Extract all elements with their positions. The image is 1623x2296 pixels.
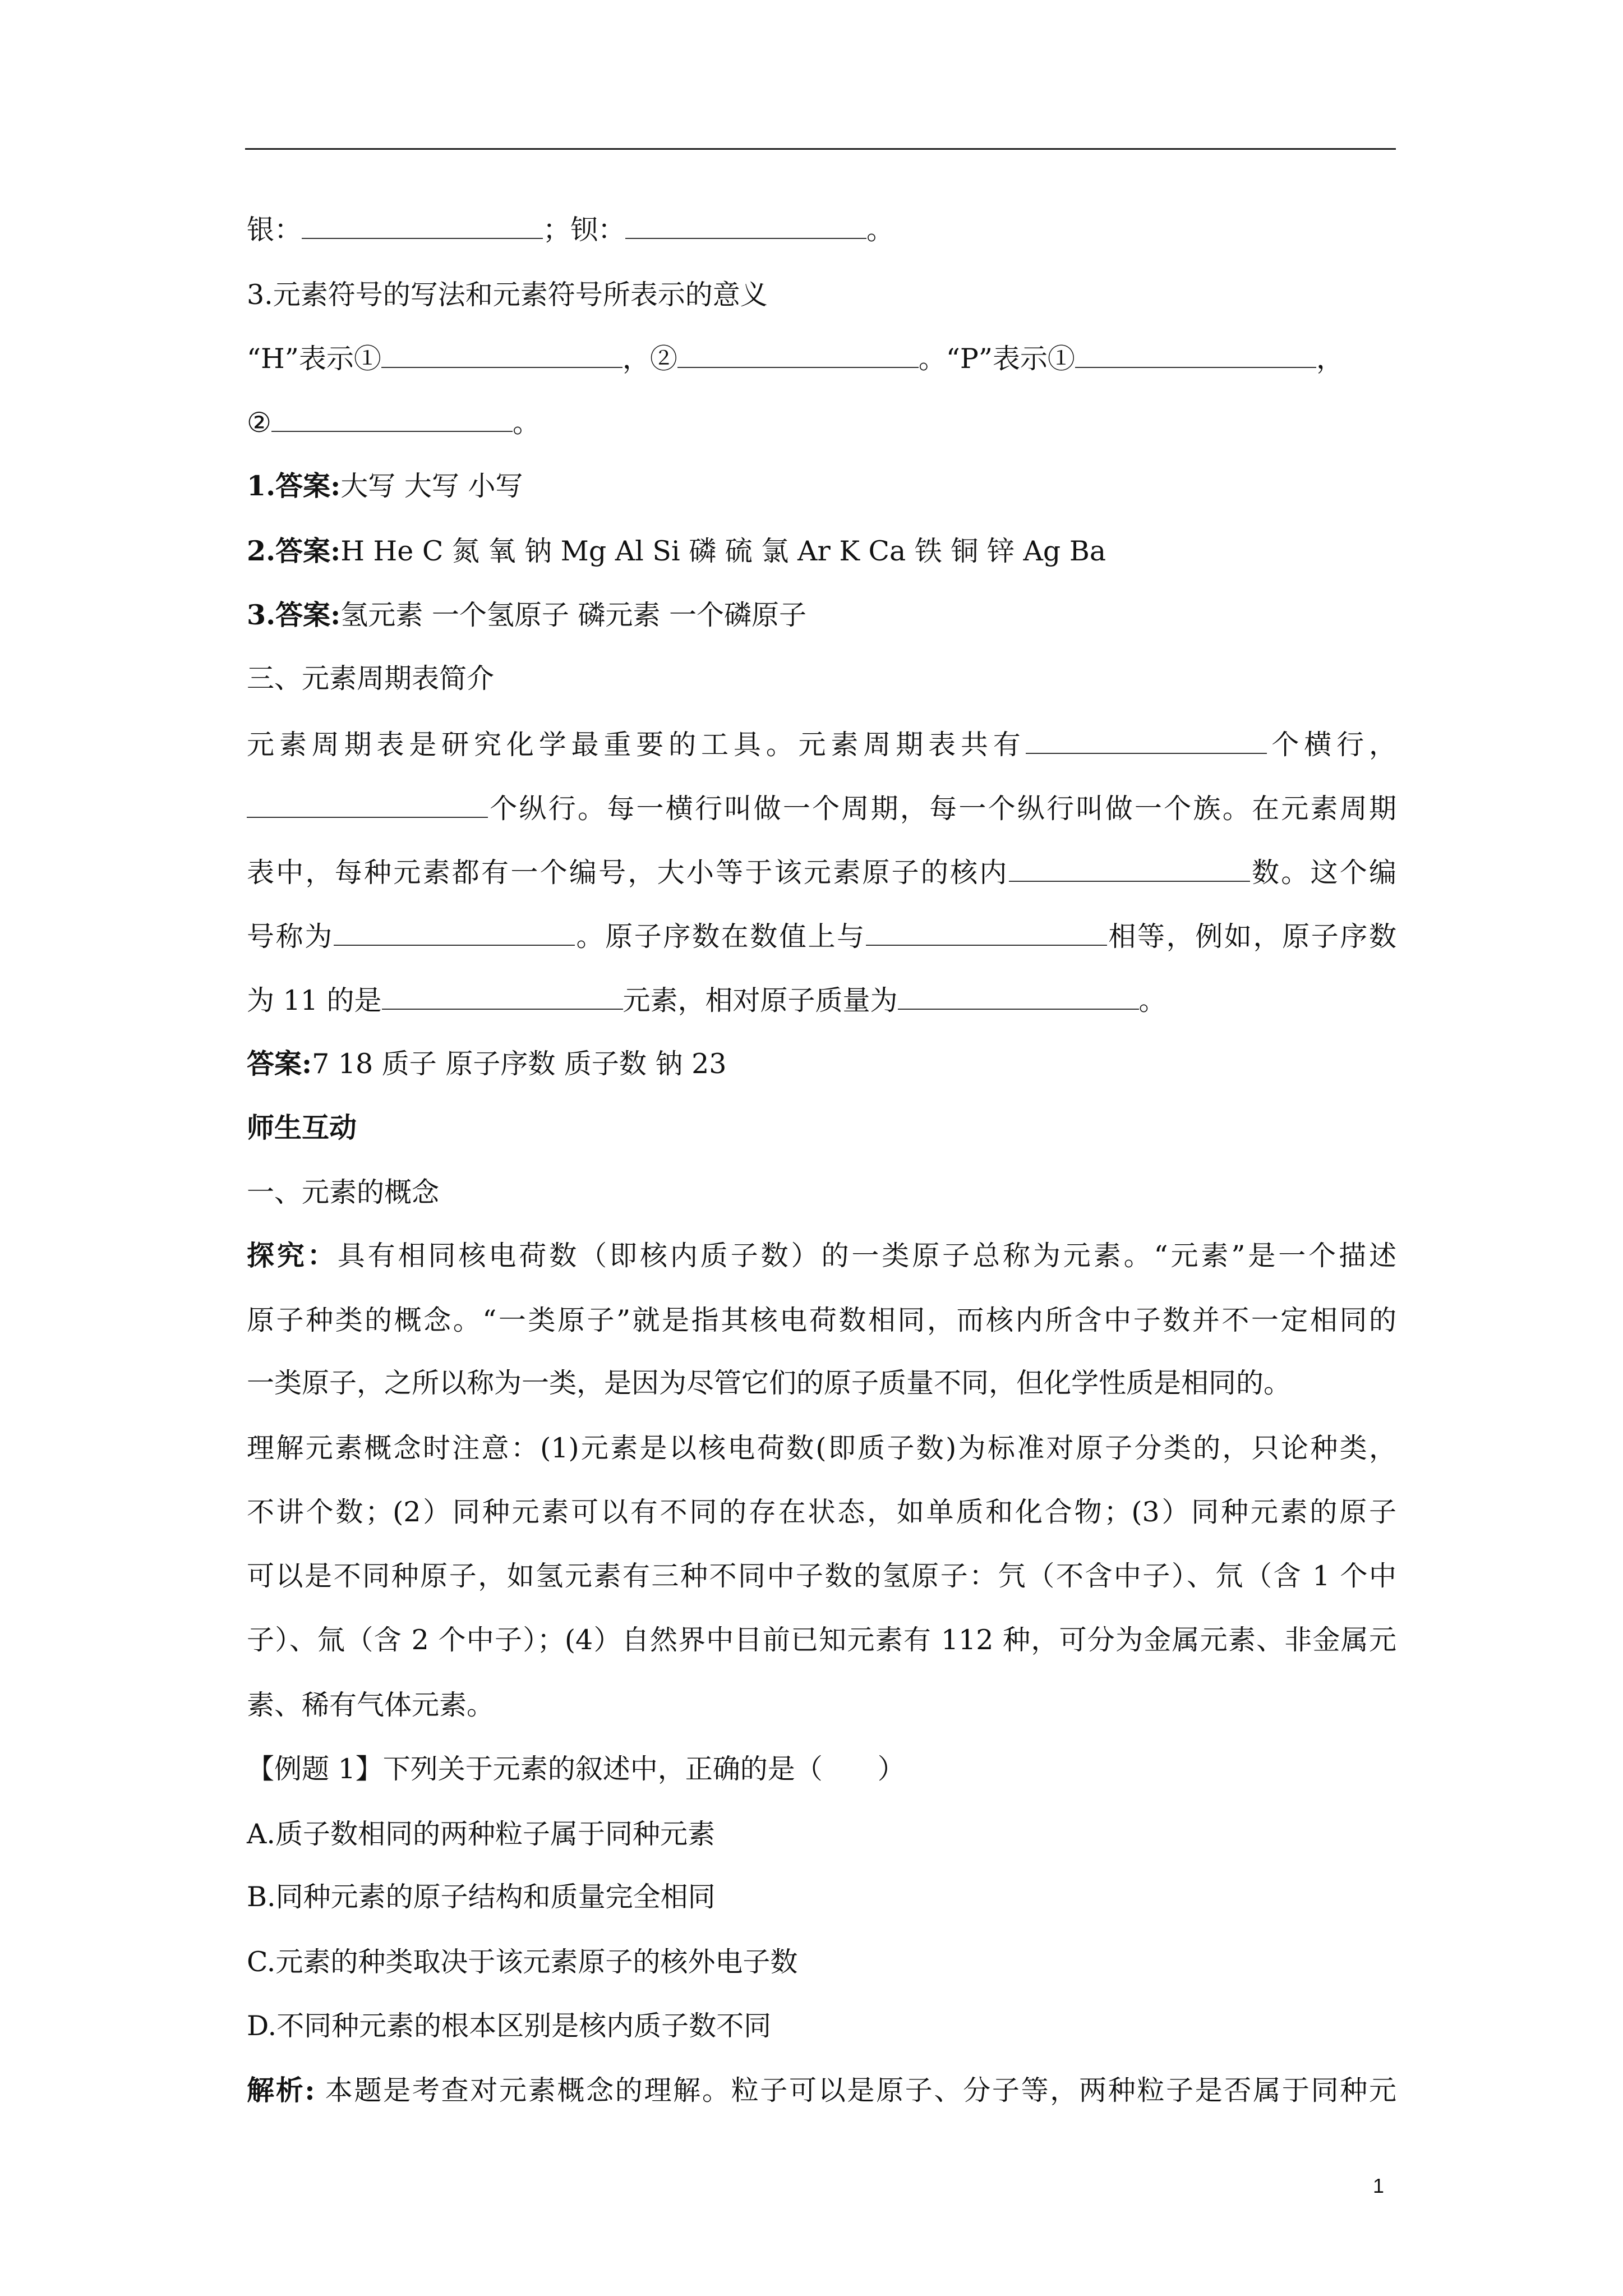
text-run: ② bbox=[247, 407, 271, 439]
text-line-periodic-5 bbox=[247, 983, 1166, 1018]
text-run: 。 bbox=[866, 214, 895, 246]
text-run: 。原子序数在数值上与 bbox=[574, 921, 866, 953]
text-run: 银： bbox=[247, 214, 302, 246]
bold-label: 3.答案: bbox=[247, 599, 341, 631]
text-run: 数。这个编 bbox=[1249, 857, 1396, 889]
text-line-option-c bbox=[247, 1945, 797, 1979]
text-line-concept-title bbox=[247, 1176, 439, 1209]
text-run: 3.元素符号的写法和元素符号所表示的意义 bbox=[247, 279, 768, 311]
text-line-h-p-meaning-2 bbox=[247, 405, 540, 440]
text-line-explore-3 bbox=[247, 1366, 1291, 1400]
text-run: 一类原子，之所以称为一类，是因为尽管它们的原子质量不同，但化学性质是相同的。 bbox=[247, 1367, 1292, 1399]
text-run: 。“P”表示① bbox=[918, 343, 1075, 375]
fill-in-blank bbox=[271, 405, 513, 432]
header-rule bbox=[245, 148, 1396, 150]
fill-in-blank bbox=[1075, 341, 1316, 368]
text-run: 号称为 bbox=[247, 921, 334, 953]
text-line-periodic-3 bbox=[247, 855, 1396, 890]
text-line-explore-1 bbox=[247, 1239, 1396, 1273]
text-line-periodic-4 bbox=[247, 919, 1396, 954]
text-line-option-a bbox=[247, 1818, 715, 1851]
text-line-answer-3 bbox=[247, 598, 806, 632]
text-line-answer-1 bbox=[247, 469, 523, 503]
text-run: ， bbox=[1316, 343, 1344, 375]
text-run: 一、元素的概念 bbox=[247, 1176, 440, 1208]
text-run: 可以是不同种原子，如氢元素有三种不同中子数的氢原子：氕（不含中子）、氘（含 1 个中 bbox=[247, 1560, 1396, 1592]
text-run: 为 11 的是 bbox=[247, 984, 382, 1016]
text-line-note-1 bbox=[247, 1432, 1396, 1465]
bold-label: 2.答案: bbox=[247, 535, 341, 567]
text-line-note-3 bbox=[247, 1559, 1396, 1593]
text-run: A.质子数相同的两种粒子属于同种元素 bbox=[247, 1818, 715, 1850]
fill-in-blank bbox=[625, 212, 866, 239]
text-line-note-4 bbox=[247, 1623, 1396, 1657]
text-line-example-question bbox=[247, 1752, 905, 1786]
bold-label: 答案: bbox=[247, 1047, 312, 1080]
text-run: 不讲个数；(2）同种元素可以有不同的存在状态，如单质和化合物；(3）同种元素的原子 bbox=[247, 1496, 1396, 1528]
fill-in-blank bbox=[1026, 727, 1267, 754]
text-run: 氢元素 一个氢原子 磷元素 一个磷原子 bbox=[340, 599, 806, 631]
text-run: D.不同种元素的根本区别是核内质子数不同 bbox=[247, 2010, 772, 2042]
text-run: 大写 大写 小写 bbox=[340, 470, 523, 502]
page-number: 1 bbox=[1373, 2174, 1385, 2197]
text-run: “H”表示① bbox=[247, 343, 381, 375]
text-run: 【例题 1】下列关于元素的叙述中，正确的是（ ） bbox=[247, 1753, 905, 1785]
text-run: H He C 氮 氧 钠 Mg Al Si 磷 硫 氯 Ar K Ca 铁 铜 锌 Ag Ba bbox=[340, 535, 1106, 567]
text-run: 。 bbox=[1138, 984, 1166, 1016]
text-run: 个纵行。每一横行叫做一个周期，每一个纵行叫做一个族。在元素周期 bbox=[488, 793, 1396, 825]
text-line-analysis-1 bbox=[247, 2073, 1396, 2108]
fill-in-blank bbox=[866, 919, 1107, 946]
text-line-option-b bbox=[247, 1880, 716, 1914]
text-line-periodic-1 bbox=[247, 727, 1396, 762]
fill-in-blank bbox=[334, 919, 575, 946]
text-run: ，② bbox=[622, 343, 677, 375]
text-line-explore-2 bbox=[247, 1304, 1396, 1337]
text-run: 原子种类的概念。“一类原子”就是指其核电荷数相同，而核内所含中子数并不一定相同的 bbox=[247, 1304, 1396, 1336]
text-run: 理解元素概念时注意：(1)元素是以核电荷数(即质子数)为标准对原子分类的，只论种类， bbox=[247, 1432, 1396, 1464]
text-run: 相等，例如，原子序数 bbox=[1106, 921, 1396, 953]
text-line-section-three-title bbox=[247, 662, 494, 696]
text-line-silver-barium bbox=[247, 212, 894, 247]
text-line-note-5 bbox=[247, 1688, 494, 1722]
text-line-periodic-answer bbox=[247, 1047, 726, 1081]
fill-in-blank bbox=[302, 212, 543, 239]
fill-in-blank bbox=[1009, 855, 1250, 882]
text-line-section3-title bbox=[247, 278, 768, 312]
bold-label: 师生互动 bbox=[247, 1111, 357, 1144]
text-run: C.元素的种类取决于该元素原子的核外电子数 bbox=[247, 1946, 798, 1978]
text-run: 素、稀有气体元素。 bbox=[247, 1689, 495, 1721]
text-run: 子）、氚（含 2 个中子）；(4）自然界中目前已知元素有 112 种，可分为金属元素、非金属元 bbox=[247, 1624, 1396, 1656]
bold-label: 探究： bbox=[247, 1239, 338, 1272]
text-run: 元素周期表是研究化学最重要的工具。元素周期表共有 bbox=[247, 729, 1026, 761]
fill-in-blank bbox=[898, 983, 1139, 1010]
fill-in-blank bbox=[382, 983, 623, 1010]
text-run: ；钡： bbox=[543, 214, 626, 246]
text-run: 7 18 质子 原子序数 质子数 钠 23 bbox=[312, 1048, 727, 1080]
text-run: 三、元素周期表简介 bbox=[247, 662, 495, 694]
text-run: 具有相同核电荷数（即核内质子数）的一类原子总称为元素。“元素”是一个描述 bbox=[337, 1240, 1396, 1272]
text-run: 本题是考查对元素概念的理解。粒子可以是原子、分子等，两种粒子是否属于同种元 bbox=[315, 2074, 1397, 2106]
text-run: 元素，相对原子质量为 bbox=[623, 984, 898, 1016]
text-run: 个横行， bbox=[1266, 729, 1396, 761]
text-run: B.同种元素的原子结构和质量完全相同 bbox=[247, 1881, 716, 1913]
text-line-interaction-title bbox=[247, 1111, 357, 1145]
bold-label: 1.答案: bbox=[247, 470, 341, 502]
bold-label: 解析: bbox=[247, 2074, 315, 2106]
text-run: 表中，每种元素都有一个编号，大小等于该元素原子的核内 bbox=[247, 857, 1009, 889]
fill-in-blank bbox=[677, 341, 919, 368]
fill-in-blank bbox=[247, 791, 488, 818]
text-run: 。 bbox=[512, 407, 540, 439]
fill-in-blank bbox=[381, 341, 623, 368]
text-line-note-2 bbox=[247, 1496, 1396, 1529]
text-line-answer-2 bbox=[247, 534, 1106, 568]
text-line-h-p-meaning-1 bbox=[247, 341, 1344, 376]
text-line-periodic-2 bbox=[247, 791, 1396, 826]
text-line-option-d bbox=[247, 2009, 771, 2043]
